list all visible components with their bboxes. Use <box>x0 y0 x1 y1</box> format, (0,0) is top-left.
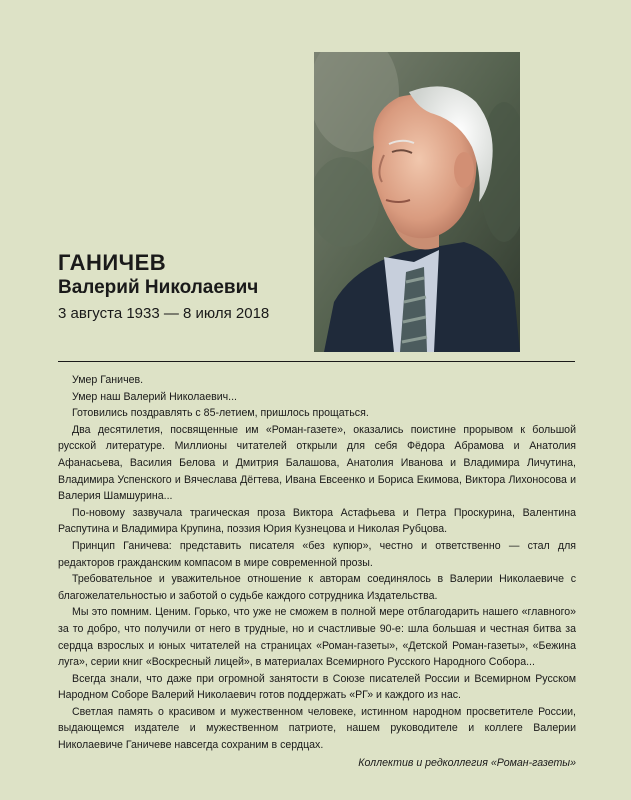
paragraph: По-новому зазвучала трагическая проза Виктора Астафьева и Петра Проскурина, Валентина Распутина и Владимира Крупина, поэзия Юрия Кузнецова и Николая Рубцова. <box>58 506 576 536</box>
paragraph: Светлая память о красивом и мужественном человеке, истинном народном просветителе России, выдающемся издателе и мужественном патриоте, нашем руководителе и коллеге Валерии Николаевиче Ганичеве навсегда сохраним в сердцах. <box>58 705 576 752</box>
obituary-text <box>58 372 576 771</box>
divider-rule <box>58 361 575 362</box>
life-dates: 3 августа 1933 — 8 июля 2018 <box>58 305 270 322</box>
paragraph: Умер наш Валерий Николаевич... <box>72 390 237 403</box>
signature: Коллектив и редколлегия «Роман-газеты» <box>358 756 576 769</box>
paragraph: Мы это помним. Ценим. Горько, что уже не сможем в полной мере отблагодарить нашего «главного» за то добро, что получили от него в трудные, но и счастливые 90-е: шла большая и честная битва за сердца взрослых и юных читателей на страницах «Роман-газеты», «Детской Роман-газеты», «Бежина луга», серии книг «Воскресный лицей», в материалах Всемирного Русского Народного Собора... <box>58 606 576 669</box>
portrait-photo <box>314 52 520 352</box>
paragraph: Готовились поздравлять с 85-летием, пришлось прощаться. <box>72 407 369 420</box>
surname-heading: ГАНИЧЕВ <box>58 250 167 275</box>
paragraph: Умер Ганичев. <box>72 374 144 386</box>
header-block <box>58 250 308 324</box>
paragraph: Принцип Ганичева: представить писателя «без купюр», честно и ответственно — стал для редакторов гражданским компасом в мире современной прозы. <box>58 539 576 569</box>
paragraph: Требовательное и уважительное отношение к авторам соединялось в Валерии Николаевиче с благожелательностью и заботой о судьбе каждого сотрудника Издательства. <box>58 573 576 602</box>
paragraph: Всегда знали, что даже при огромной занятости в Союзе писателей России и Всемирном Русском Народном Соборе Валерий Николаевич готов поддержать «РГ» и каждого из нас. <box>58 672 576 702</box>
paragraph: Два десятилетия, посвященные им «Роман-газете», оказались поистине прорывом к большой русской литературе. Миллионы читателей открыли для себя Фёдора Абрамова и Анатолия Афанасьева, Василия Белова и Дмитрия Балашова, Анатолия Иванова и Владимира Личутина, Владимира Успенского и Вячеслава Дёгтева, Ивана Евсеенко и Бориса Екимова, Виктора Лихоносова и Валерия Шамшурина... <box>58 423 576 503</box>
portrait-illustration <box>314 52 520 352</box>
fullname-heading: Валерий Николаевич <box>58 277 259 298</box>
